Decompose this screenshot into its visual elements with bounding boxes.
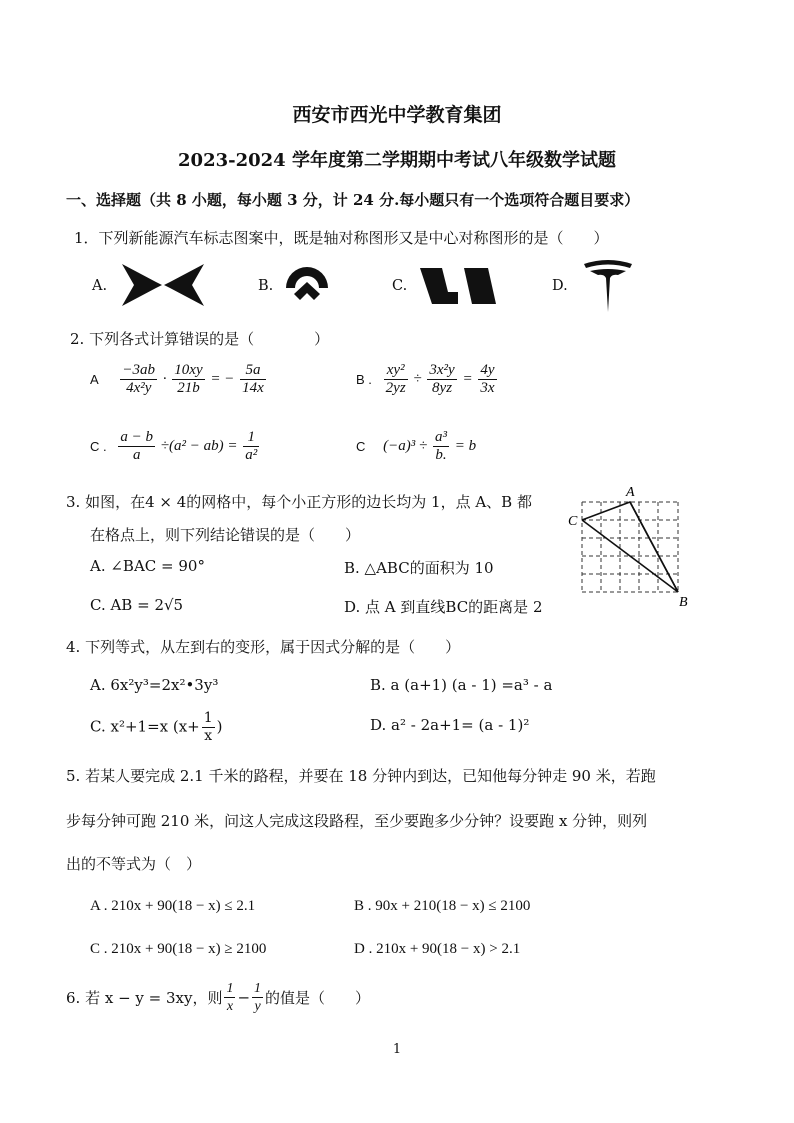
page-number: 1 xyxy=(392,1042,402,1057)
point-c-label: C xyxy=(568,514,578,529)
blocks-logo-icon xyxy=(418,266,498,306)
tesla-logo-icon xyxy=(580,258,636,314)
question-3-line-2: 在格点上，则下列结论错误的是（ ） xyxy=(90,526,361,544)
q5-option-a: A . 210x + 90(18 − x) ≤ 2.1 xyxy=(90,898,256,914)
q4-option-d: D. a² - 2a+1= (a - 1)² xyxy=(370,716,530,734)
question-5-line-3: 出的不等式为（ ） xyxy=(66,855,202,873)
q3-grid-figure xyxy=(566,484,696,608)
chevron-logo-icon xyxy=(118,260,208,310)
q5-option-b: B . 90x + 210(18 − x) ≤ 2100 xyxy=(354,898,531,914)
point-a-label: A xyxy=(626,485,635,500)
q3-option-a: A. ∠BAC = 90° xyxy=(90,557,205,575)
question-3-line-1: 3. 如图，在4 × 4的网格中，每个小正方形的边长均为 1，点 A、B 都 xyxy=(66,493,532,511)
q2-option-a: A $\frac{-3ab}{\text{4x²y}}$ · $\frac{10xy}{21b}$ = − $\frac{5a}{14x}$ xyxy=(90,362,264,396)
point-b-label: B xyxy=(679,595,688,608)
triangle-abc xyxy=(582,502,678,592)
q4-option-b: B. a (a+1) (a - 1) =a³ - a xyxy=(370,676,553,694)
q1-option-b-label: B. xyxy=(258,278,274,294)
page-subtitle: 2023-2024 学年度第二学期期中考试八年级数学试题 xyxy=(178,150,616,171)
q3-option-d: D. 点 A 到直线BC的距离是 2 xyxy=(344,598,543,616)
q4-option-a: A. 6x²y³=2x²•3y³ xyxy=(90,676,219,694)
q4-option-c: C. x²+1=x (x+ $\frac{1}{x}$ ) xyxy=(90,710,223,744)
question-4-stem: 4. 下列等式，从左到右的变形，属于因式分解的是（ ） xyxy=(66,638,461,656)
grid-lines xyxy=(582,502,678,592)
q3-option-c: C. AB = 2√5 xyxy=(90,596,184,614)
q5-option-d: D . 210x + 90(18 − x) > 2.1 xyxy=(354,941,521,957)
question-2-stem: 2. 下列各式计算错误的是（ ） xyxy=(70,330,330,348)
question-5-line-1: 5. 若某人要完成 2.1 千米的路程，并要在 18 分钟内到达，已知他每分钟走 90 米，若跑 xyxy=(66,767,656,785)
question-5-line-2: 步每分钟可跑 210 米，问这人完成这段路程，至少要跑多少分钟？设要跑 x 分钟，则列 xyxy=(66,812,648,830)
q2-option-c: C . $\frac{a - b}{a}$ ÷(a² − ab) = $\frac{1}{\text{a²}}$ xyxy=(90,429,258,463)
question-6: 6. 若 x − y = 3xy，则 $\frac{1}{x}$ − $\frac{1}{y}$ 的值是（ ） xyxy=(66,981,371,1014)
q1-option-c-label: C. xyxy=(392,278,408,294)
q1-option-d-label: D. xyxy=(552,278,568,294)
q1-option-a-label: A. xyxy=(92,278,108,294)
page-title: 西安市西光中学教育集团 xyxy=(292,104,502,126)
q5-option-c: C . 210x + 90(18 − x) ≥ 2100 xyxy=(90,941,267,957)
section-heading: 一、选择题（共 8 小题，每小题 3 分，计 24 分.每小题只有一个选项符合题目要求） xyxy=(66,191,640,209)
q2-option-b: B . $\frac{\text{xy²}}{2yz}$ ÷ $\frac{\text{3x²y}}{8yz}$ = $\frac{4y}{3x}$ xyxy=(356,362,495,396)
question-1-stem: 1．下列新能源汽车标志图案中，既是轴对称图形又是中心对称图形的是（ ） xyxy=(74,229,609,247)
nio-logo-icon xyxy=(282,260,332,310)
q2-option-d: C (−a)³ ÷ $\frac{\text{a³}}{b.}$ = b xyxy=(356,429,477,463)
q3-option-b: B. △ABC的面积为 10 xyxy=(344,559,494,577)
